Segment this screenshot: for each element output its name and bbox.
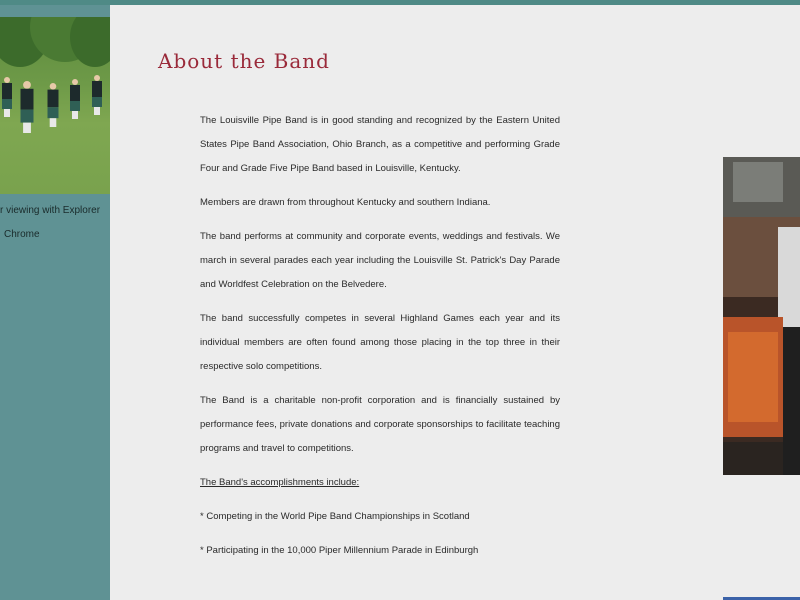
browser-note-line1: r viewing with Explorer xyxy=(0,205,101,216)
sidebar xyxy=(0,5,110,600)
browser-note-line2: Chrome xyxy=(4,229,40,240)
photo-region xyxy=(778,227,800,327)
about-text xyxy=(200,109,560,573)
paragraph-standing: The Louisville Pipe Band is in good standing and recognized by the Eastern United States Pipe Band Association, Ohio Branch, as a competitive and performing Grade Four and Grade Five Pipe Band based in Louisville, Kentucky. xyxy=(200,115,560,174)
piper-figure xyxy=(70,79,80,119)
accomplishment-item: * Participating in the 10,000 Piper Millennium Parade in Edinburgh xyxy=(200,545,479,556)
photo-region xyxy=(783,327,800,475)
paragraph-nonprofit: The Band is a charitable non-profit corporation and is financially sustained by performance fees, private donations and corporate sponsorships to facilitate teaching programs and travel to competitions. xyxy=(200,395,560,454)
photo-region xyxy=(733,162,783,202)
accomplishments-heading: The Band's accomplishments include: xyxy=(200,477,360,488)
photo-region xyxy=(728,332,778,422)
band-photo-icon xyxy=(0,17,110,194)
piper-figure xyxy=(48,83,59,127)
performance-photo xyxy=(723,157,800,475)
paragraph-performances: The band performs at community and corporate events, weddings and festivals. We march in several parades each year including the Louisville St. Patrick's Day Parade and Worldfest Celebration on the Belvedere. xyxy=(200,231,560,290)
accomplishment-item: * Competing in the World Pipe Band Championships in Scotland xyxy=(200,511,470,522)
piper-figure xyxy=(2,77,12,117)
piper-figure xyxy=(92,75,102,115)
main-content xyxy=(110,5,800,600)
piper-figure xyxy=(21,81,34,133)
paragraph-competitions: The band successfully competes in several Highland Games each year and its individual members are often found among those placing in the top three in their respective solo competitions. xyxy=(200,313,560,372)
paragraph-members: Members are drawn from throughout Kentucky and southern Indiana. xyxy=(200,197,491,208)
page-title: About the Band xyxy=(158,49,330,73)
